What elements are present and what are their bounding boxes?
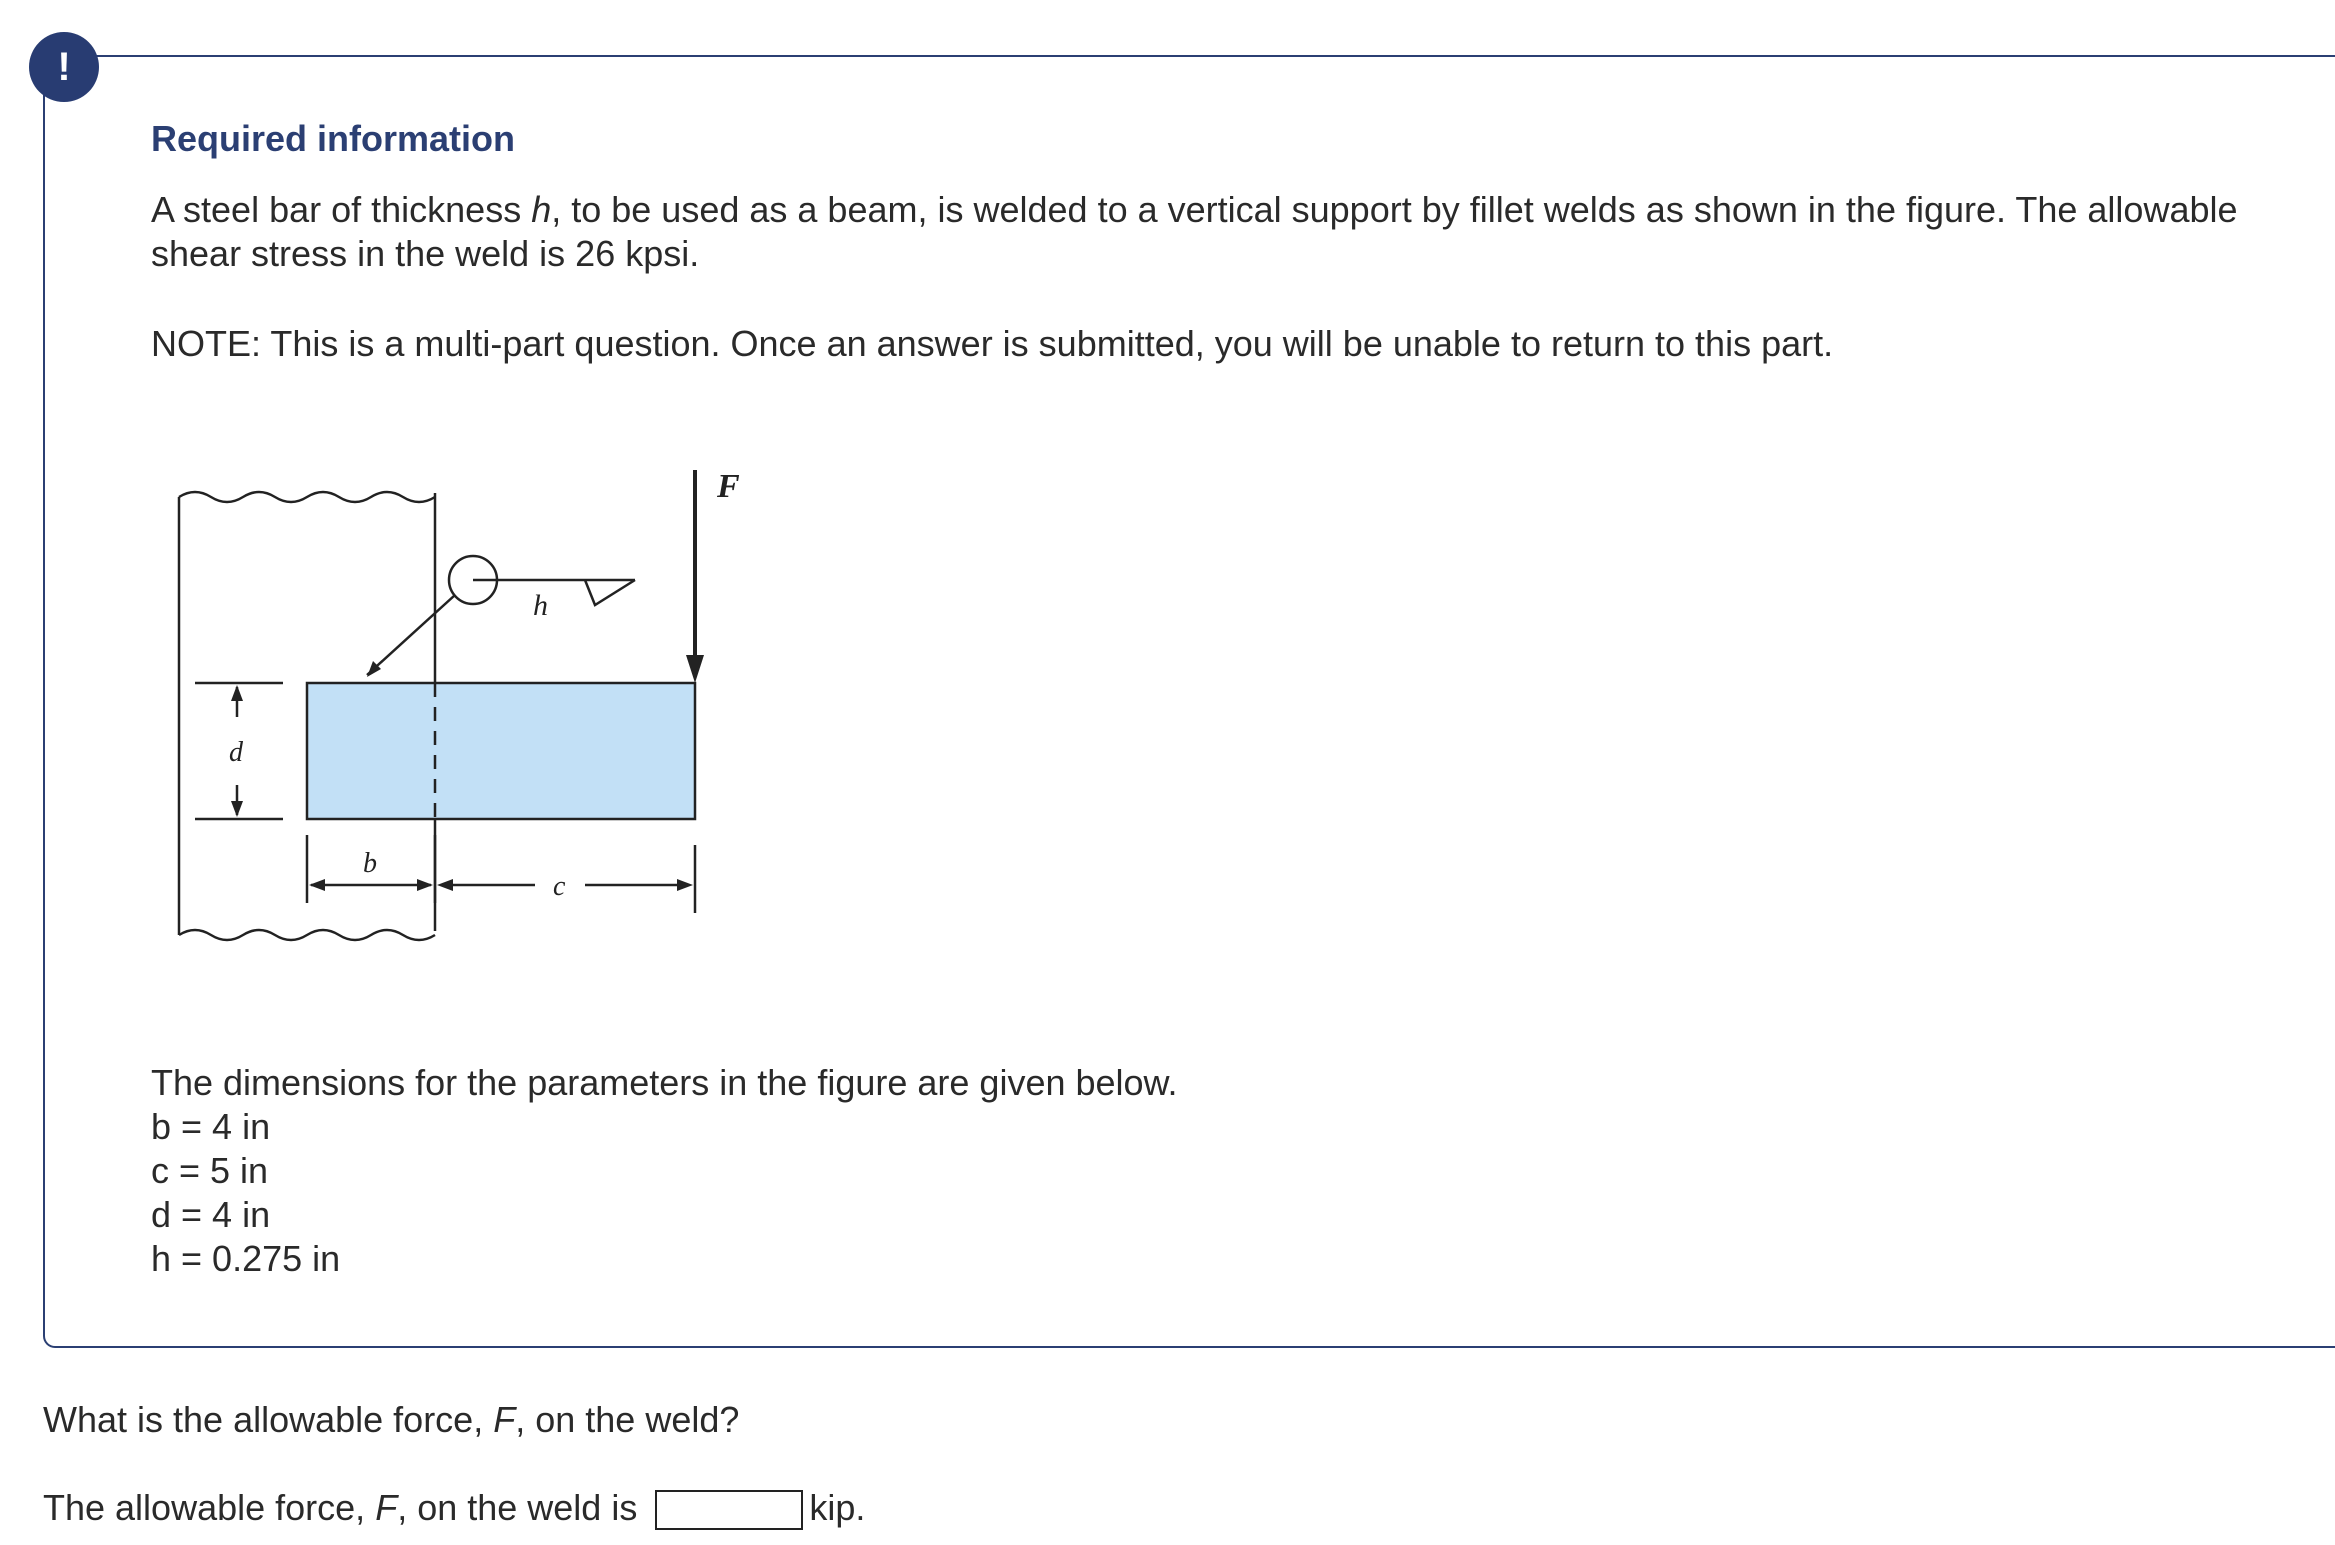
answer-input[interactable]: [655, 1490, 803, 1530]
dimension-b: b = 4 in: [151, 1106, 271, 1147]
fillet-weld-symbol: [585, 580, 635, 605]
question-text: What is the allowable force, F, on the weld?: [43, 1399, 740, 1440]
weld-figure: [165, 455, 765, 955]
intro-var-h: h: [531, 189, 552, 230]
problem-statement: [151, 188, 2291, 276]
support-top-break: [179, 492, 435, 502]
multipart-note: NOTE: This is a multi-part question. Once an answer is submitted, you will be unable to return to this part.: [151, 323, 1834, 364]
d-arrow-up: [231, 685, 243, 701]
dimension-h: h = 0.275 in: [151, 1238, 341, 1279]
exclamation-icon: !: [29, 32, 99, 102]
steel-bar: [307, 683, 695, 819]
dimensions-list: [151, 1061, 1178, 1281]
weld-leader-line: [367, 595, 455, 675]
answer-line: The allowable force, F, on the weld is kip.: [43, 1486, 865, 1530]
dimension-d: d = 4 in: [151, 1194, 271, 1235]
label-F: F: [717, 468, 740, 505]
answer-var-F: F: [375, 1487, 398, 1528]
label-d: d: [229, 737, 243, 768]
intro-text-2: , to be used as a beam, is welded to a vertical support by fillet welds as shown in the figure. The allowable shear stress in the weld is 26 kpsi.: [151, 189, 2238, 274]
intro-text-1: A steel bar of thickness: [151, 189, 532, 230]
label-b: b: [363, 848, 377, 879]
support-bottom-break: [179, 930, 435, 940]
question-var-F: F: [493, 1399, 516, 1440]
dimensions-intro: The dimensions for the parameters in the figure are given below.: [151, 1062, 1178, 1103]
dimension-c: c = 5 in: [151, 1150, 269, 1191]
force-arrow-head: [686, 655, 704, 683]
label-h: h: [533, 589, 548, 622]
required-info-title: Required information: [151, 118, 516, 159]
d-arrow-down: [231, 801, 243, 817]
answer-unit: kip.: [809, 1487, 866, 1528]
label-c: c: [553, 871, 566, 902]
